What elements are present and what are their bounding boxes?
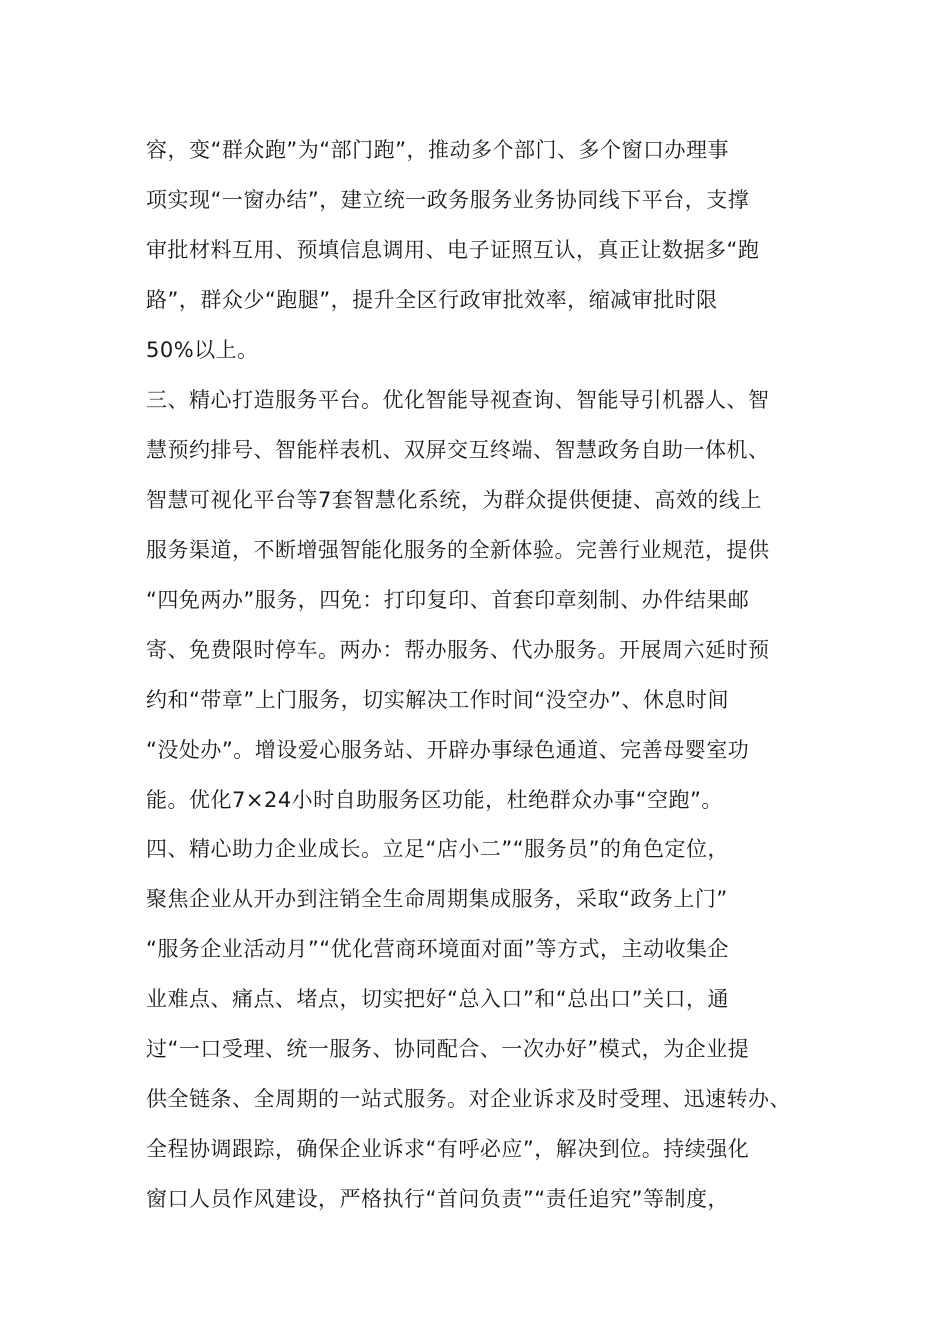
text-line: 寄、免费限时停车。两办：帮办服务、代办服务。开展周六延时预 xyxy=(146,638,770,662)
text-line: 路”，群众少“跑腿”，提升全区行政审批效率，缩减审批时限 xyxy=(146,288,718,312)
text-line: “服务企业活动月”“优化营商环境面对面”等方式，主动收集企 xyxy=(146,937,730,961)
text-line: 服务渠道，不断增强智能化服务的全新体验。完善行业规范，提供 xyxy=(146,538,770,562)
text-line: 业难点、痛点、堵点，切实把好“总入口”和“总出口”关口，通 xyxy=(146,987,730,1011)
text-line: 能。优化7×24小时自助服务区功能，杜绝群众办事“空跑”。 xyxy=(146,788,723,812)
text-line: 50%以上。 xyxy=(146,338,259,362)
text-line: 供全链条、全周期的一站式服务。对企业诉求及时受理、迅速转办、 xyxy=(146,1087,791,1111)
section-heading-line: 三、精心打造服务平台。优化智能导视查询、智能导引机器人、智 xyxy=(146,388,770,412)
text-line: 聚焦企业从开办到注销全生命周期集成服务，采取“政务上门” xyxy=(146,887,728,911)
text-line: 审批材料互用、预填信息调用、电子证照互认，真正让数据多“跑 xyxy=(146,238,760,262)
text-line: 约和“带章”上门服务，切实解决工作时间“没空办”、休息时间 xyxy=(146,688,730,712)
text-line: “四免两办”服务，四免：打印复印、首套印章刻制、办件结果邮 xyxy=(146,588,750,612)
text-line: 智慧可视化平台等7套智慧化系统，为群众提供便捷、高效的线上 xyxy=(146,488,762,512)
text-line: “没处办”。增设爱心服务站、开辟办事绿色通道、完善母婴室功 xyxy=(146,738,750,762)
text-line: 容，变“群众跑”为“部门跑”，推动多个部门、多个窗口办理事 xyxy=(146,138,730,162)
text-line: 项实现“一窗办结”，建立统一政务服务业务协同线下平台，支撑 xyxy=(146,188,750,212)
text-line: 慧预约排号、智能样表机、双屏交互终端、智慧政务自助一体机、 xyxy=(146,438,770,462)
text-line: 全程协调跟踪，确保企业诉求“有呼必应”，解决到位。持续强化 xyxy=(146,1137,750,1161)
text-line: 过“一口受理、统一服务、协同配合、一次办好”模式，为企业提 xyxy=(146,1037,750,1061)
text-line: 窗口人员作风建设，严格执行“首问负责”“责任追究”等制度， xyxy=(146,1187,730,1211)
section-heading-line: 四、精心助力企业成长。立足“店小二”“服务员”的角色定位， xyxy=(146,837,730,861)
